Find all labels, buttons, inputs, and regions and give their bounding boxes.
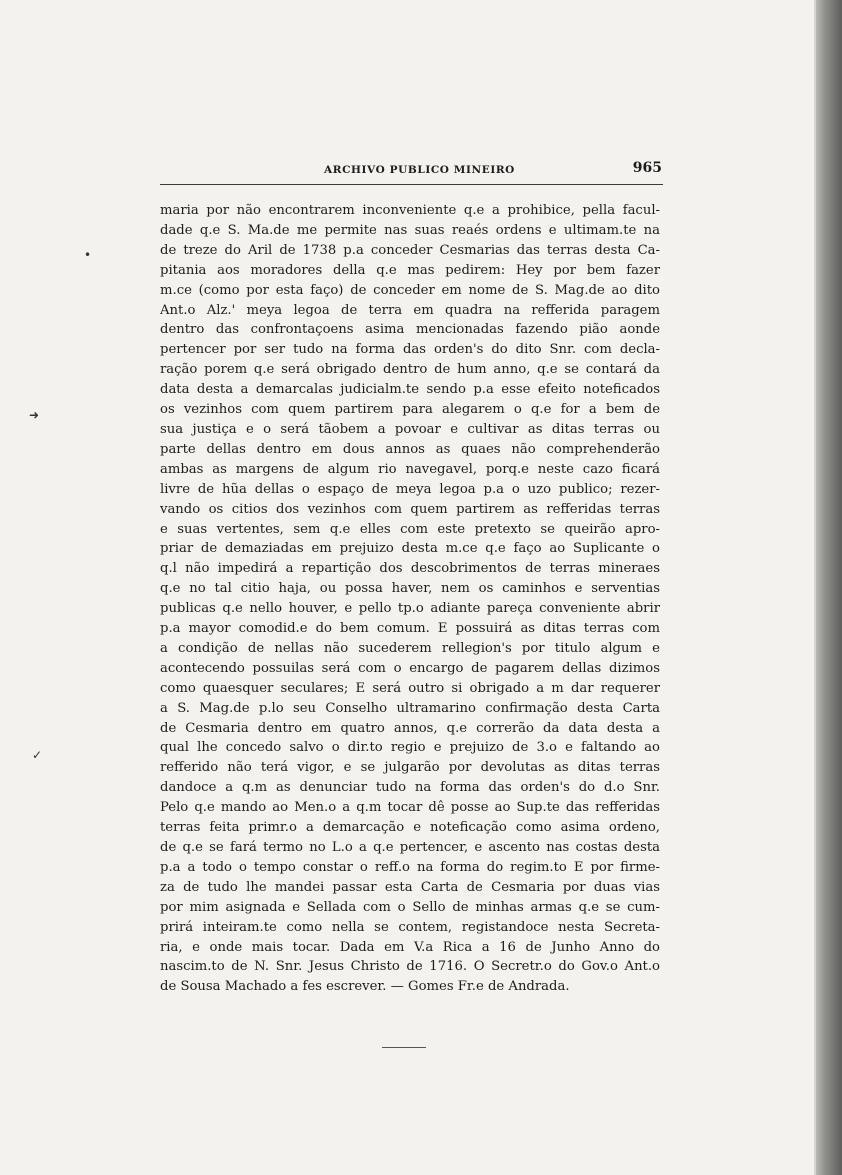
text-line: acontecendo possuilas será com o encargo de pagarem dellas dizimos	[160, 660, 660, 676]
text-line: dandoce a q.m as denunciar tudo na forma das orden's do d.o Snr.	[160, 780, 660, 796]
text-line: prirá inteiram.te como nella se contem, registandoce nesta Secreta-	[160, 919, 660, 935]
margin-tick-mark: ✓	[32, 748, 43, 762]
text-line: p.a a todo o tempo constar o reff.o na forma do regim.to E por firme-	[160, 859, 660, 875]
text-line: m.ce (como por esta faço) de conceder em nome de S. Mag.de ao dito	[160, 282, 660, 298]
page-number: 965	[632, 160, 662, 176]
text-line: pertencer por ser tudo na forma das orden's do dito Snr. com decla-	[160, 342, 660, 358]
margin-dot-mark: •	[84, 248, 92, 262]
text-line: pitania aos moradores della q.e mas pedirem: Hey por bem fazer	[160, 262, 660, 278]
text-line: p.a mayor comodid.e do bem comum. E possuirá as ditas terras com	[160, 621, 660, 637]
text-line: os vezinhos com quem partirem para alegarem o q.e for a bem de	[160, 402, 660, 418]
text-line: a condição de nellas não sucederem rellegion's por titulo algum e	[160, 640, 660, 656]
text-line: Pelo q.e mando ao Men.o a q.m tocar dê posse ao Sup.te das refferidas	[160, 800, 660, 816]
text-line: dade q.e S. Ma.de me permite nas suas reaés ordens e ultimam.te na	[160, 222, 660, 238]
text-line: za de tudo lhe mandei passar esta Carta de Cesmaria por duas vias	[160, 879, 660, 895]
text-line: terras feita primr.o a demarcação e noteficação como asima ordeno,	[160, 820, 660, 836]
text-line: refferido não terá vigor, e se julgarão por devolutas as ditas terras	[160, 760, 660, 776]
text-line: parte dellas dentro em dous annos as quaes não comprehenderão	[160, 441, 660, 457]
text-line: priar de demaziadas em prejuizo desta m.ce q.e faço ao Suplicante o	[160, 541, 660, 557]
text-line: data desta a demarcalas judicialm.te sendo p.a esse efeito noteficados	[160, 382, 660, 398]
text-line: ambas as margens de algum rio navegavel, porq.e neste cazo ficará	[160, 461, 660, 477]
text-line: como quaesquer seculares; E será outro si obrigado a m dar requerer	[160, 680, 660, 696]
text-line: sua justiça e o será tãobem a povoar e cultivar as ditas terras ou	[160, 421, 660, 437]
body-text	[160, 201, 660, 997]
text-line: vando os citios dos vezinhos com quem partirem as refferidas terras	[160, 501, 660, 517]
margin-arrow-mark: ➜	[29, 408, 40, 422]
text-line: por mim asignada e Sellada com o Sello de minhas armas q.e se cum-	[160, 899, 660, 915]
end-rule	[382, 1047, 426, 1048]
text-line: a S. Mag.de p.lo seu Conselho ultramarino confirmação desta Carta	[160, 700, 660, 716]
header-rule	[160, 184, 663, 185]
text-line: de Cesmaria dentro em quatro annos, q.e correrão da data desta a	[160, 720, 660, 736]
text-line: de Sousa Machado a fes escrever. — Gomes Fr.e de Andrada.	[160, 979, 570, 995]
text-line: livre de hũa dellas o espaço de meya legoa p.a o uzo publico; rezer-	[160, 481, 660, 497]
text-line: q.l não impedirá a repartição dos descobrimentos de terras mineraes	[160, 561, 660, 577]
text-line: e suas vertentes, sem q.e elles com este pretexto se queirão apro-	[160, 521, 660, 537]
text-line: maria por não encontrarem inconveniente q.e a prohibice, pella facul-	[160, 203, 660, 218]
text-line: Ant.o Alz.' meya legoa de terra em quadra na refferida paragem	[160, 302, 660, 318]
text-line: ria, e onde mais tocar. Dada em V.a Rica a 16 de Junho Anno do	[160, 939, 660, 955]
running-title: ARCHIVO PUBLICO MINEIRO	[324, 164, 515, 176]
page-edge	[816, 0, 842, 1175]
text-line: de q.e se fará termo no L.o a q.e pertencer, e ascento nas costas desta	[160, 840, 660, 855]
text-line: qual lhe concedo salvo o dir.to regio e prejuizo de 3.o e faltando ao	[160, 740, 660, 756]
text-line: dentro das confrontaçoens asima mencionadas fazendo pião aonde	[160, 322, 660, 338]
text-line: publicas q.e nello houver, e pello tp.o adiante pareça conveniente abrir	[160, 601, 660, 617]
text-line: de treze do Aril de 1738 p.a conceder Cesmarias das terras desta Ca-	[160, 242, 660, 258]
text-line: q.e no tal citio haja, ou possa haver, nem os caminhos e serventias	[160, 581, 660, 597]
text-line: ração porem q.e será obrigado dentro de hum anno, q.e se contará da	[160, 362, 660, 378]
text-line: nascim.to de N. Snr. Jesus Christo de 1716. O Secretr.o do Gov.o Ant.o	[160, 959, 660, 975]
page-header	[160, 160, 662, 182]
